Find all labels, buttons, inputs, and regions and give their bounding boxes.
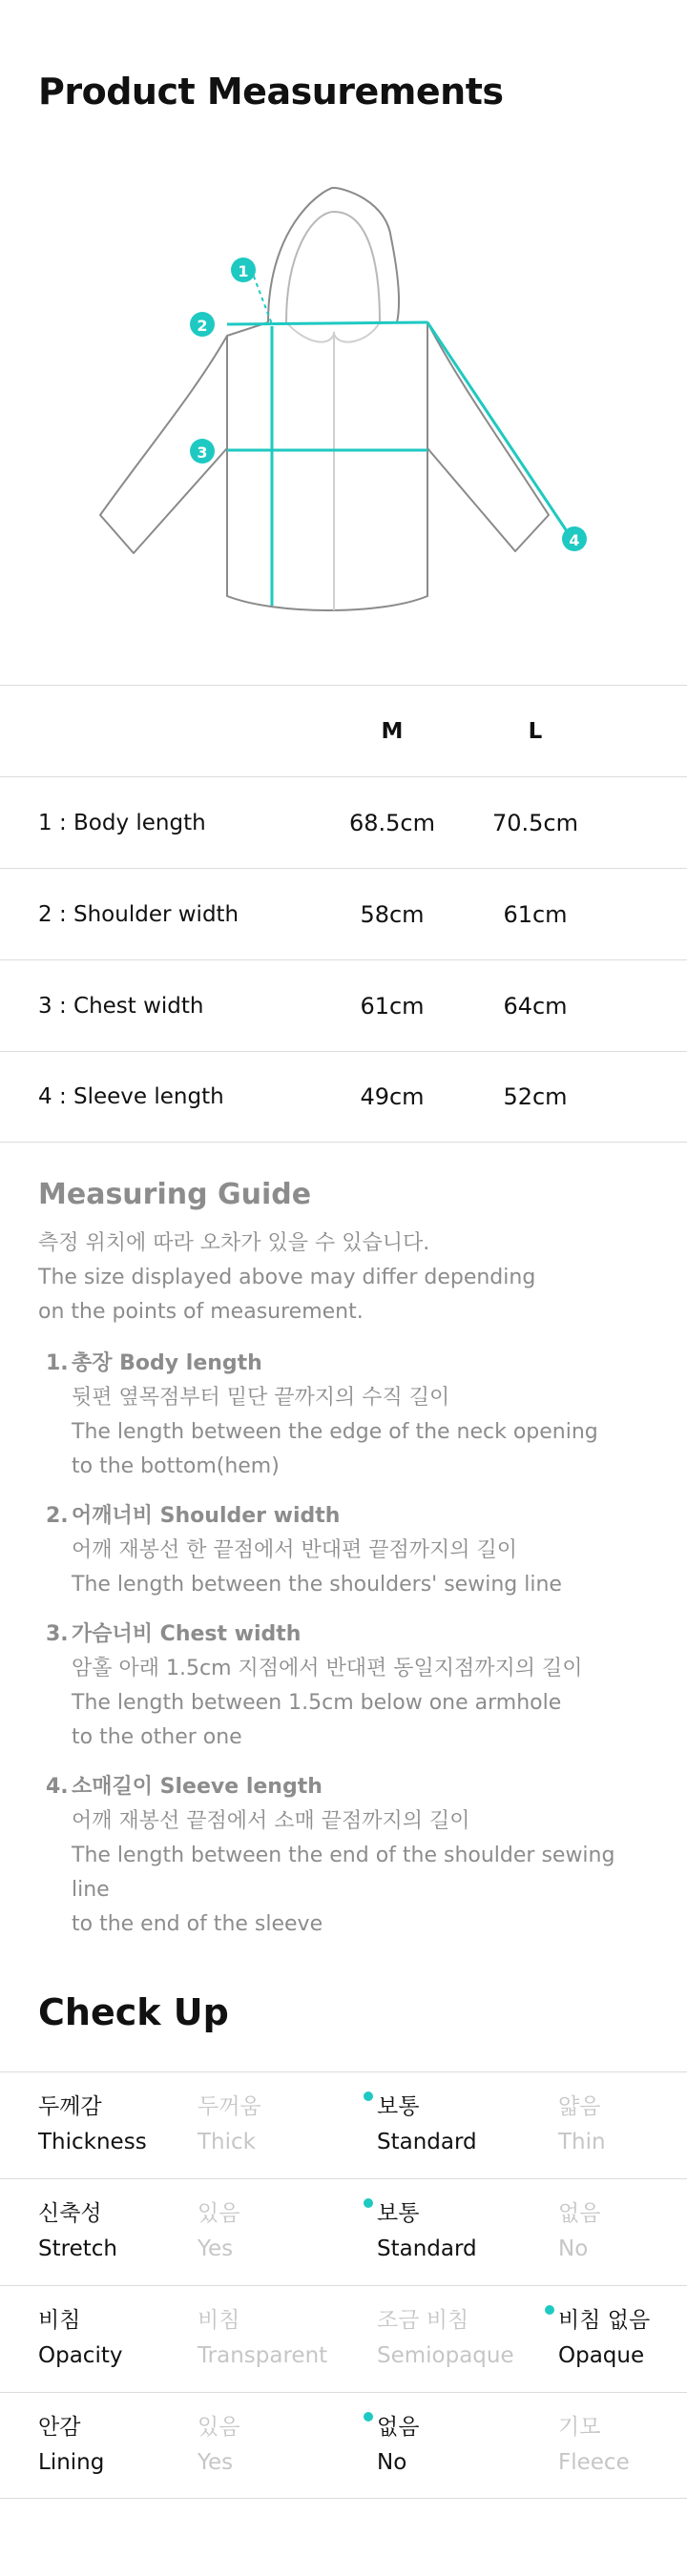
jacket-measurement-diagram — [0, 162, 687, 629]
size-value-m: 68.5cm — [348, 809, 435, 836]
option-ko: 보통 — [377, 2094, 420, 2119]
size-value-l: 70.5cm — [491, 809, 578, 836]
checkup-table — [0, 2071, 687, 2499]
selected-dot-icon — [364, 2412, 373, 2421]
size-row-body-length — [0, 776, 687, 868]
guide-item-heading: 소매길이 Sleeve length — [72, 1775, 323, 1799]
checkup-row-thickness — [0, 2071, 687, 2178]
guide-item-line: to the bottom(hem) — [72, 1454, 280, 1478]
guide-item-heading: 총장 Body length — [72, 1351, 262, 1375]
guide-item-number: 4. — [46, 1775, 69, 1799]
option-ko: 있음 — [198, 2415, 240, 2440]
option-ko: 얇음 — [558, 2094, 601, 2119]
option-en: No — [377, 2450, 407, 2475]
shoulder-width-line — [227, 322, 427, 324]
size-column-l: L — [528, 718, 543, 744]
attribute-ko: 두께감 — [38, 2094, 102, 2119]
option-en: Standard — [377, 2236, 477, 2261]
option-ko: 기모 — [558, 2415, 601, 2440]
checkup-option — [558, 2090, 606, 2160]
body-outline — [227, 322, 427, 610]
guide-item-shoulder-width — [38, 1499, 658, 1602]
guide-intro-line: 측정 위치에 따라 오차가 있을 수 있습니다. — [38, 1231, 430, 1255]
attribute-en: Lining — [38, 2450, 105, 2475]
option-en: Standard — [377, 2130, 477, 2154]
size-value-l: 64cm — [503, 992, 568, 1020]
guide-item-body-length — [38, 1347, 658, 1484]
option-en: Transparent — [198, 2343, 328, 2368]
attribute-ko: 안감 — [38, 2415, 81, 2440]
option-en: No — [558, 2236, 589, 2261]
attribute-ko: 비침 — [38, 2308, 81, 2333]
size-value-m: 61cm — [360, 992, 425, 1020]
guide-item-chest-width — [38, 1618, 658, 1755]
size-column-m: M — [381, 718, 404, 744]
size-row-label: 2 : Shoulder width — [38, 901, 239, 927]
sleeve-length-line — [427, 322, 571, 537]
size-value-l: 61cm — [503, 900, 568, 928]
guide-item-line: The length between the edge of the neck opening — [72, 1420, 598, 1444]
checkup-attribute — [38, 2303, 122, 2374]
guide-item-heading: 어깨너비 Shoulder width — [72, 1504, 341, 1528]
guide-item-line: 어깨 재봉선 한 끝점에서 반대편 끝점까지의 길이 — [72, 1538, 518, 1562]
marker-1 — [231, 258, 256, 282]
selected-dot-icon — [545, 2305, 554, 2315]
option-ko: 비침 없음 — [558, 2308, 651, 2333]
checkup-option — [377, 2196, 477, 2267]
measuring-guide — [38, 1178, 658, 1957]
option-en: Yes — [198, 2236, 234, 2261]
guide-item-heading: 가슴너비 Chest width — [72, 1622, 302, 1646]
option-en: Fleece — [558, 2450, 630, 2475]
option-en: Opaque — [558, 2343, 645, 2368]
checkup-option — [377, 2090, 477, 2160]
guide-item-line: 어깨 재봉선 끝점에서 소매 끝점까지의 길이 — [72, 1809, 470, 1833]
selected-dot-icon — [364, 2198, 373, 2208]
option-ko: 조금 비침 — [377, 2308, 469, 2333]
attribute-ko: 신축성 — [38, 2201, 102, 2226]
option-en: Semiopaque — [377, 2343, 514, 2368]
attribute-en: Thickness — [38, 2130, 147, 2154]
size-table — [0, 685, 687, 1143]
option-ko: 비침 — [198, 2308, 240, 2333]
checkup-option — [377, 2410, 419, 2481]
checkup-option — [198, 2196, 239, 2267]
option-ko: 없음 — [558, 2201, 601, 2226]
size-table-header — [0, 685, 687, 776]
option-ko: 없음 — [377, 2415, 420, 2440]
guide-title: Measuring Guide — [38, 1178, 312, 1211]
checkup-option — [198, 2303, 327, 2374]
marker-2-label: 2 — [197, 317, 208, 335]
size-row-label: 1 : Body length — [38, 810, 206, 835]
marker-2 — [190, 312, 215, 337]
checkup-option — [558, 2303, 650, 2374]
attribute-en: Stretch — [38, 2236, 117, 2261]
checkup-title: Check Up — [38, 1991, 229, 2033]
checkup-attribute — [38, 2410, 104, 2481]
size-row-label: 3 : Chest width — [38, 993, 204, 1019]
option-en: Yes — [198, 2450, 234, 2475]
guide-intro-line: on the points of measurement. — [38, 1300, 364, 1324]
guide-intro — [38, 1226, 658, 1329]
option-ko: 두꺼움 — [198, 2094, 261, 2119]
guide-item-sleeve-length — [38, 1770, 658, 1942]
size-row-shoulder-width — [0, 868, 687, 959]
size-value-m: 58cm — [360, 900, 425, 928]
hood-inner-outline — [286, 212, 380, 322]
checkup-attribute — [38, 2196, 117, 2267]
marker-1-label: 1 — [238, 262, 249, 280]
attribute-en: Opacity — [38, 2343, 123, 2368]
guide-list — [38, 1347, 658, 1942]
option-ko: 보통 — [377, 2201, 420, 2226]
guide-item-line: 뒷편 옆목점부터 밑단 끝까지의 수직 길이 — [72, 1386, 450, 1410]
selected-dot-icon — [364, 2092, 373, 2101]
size-value-m: 49cm — [360, 1083, 425, 1110]
guide-item-number: 1. — [46, 1351, 69, 1375]
marker-3-label: 3 — [197, 443, 208, 462]
size-row-chest-width — [0, 959, 687, 1051]
guide-intro-line: The size displayed above may differ depending — [38, 1266, 536, 1289]
option-en: Thin — [558, 2130, 606, 2154]
checkup-option — [558, 2410, 630, 2481]
guide-item-line: The length between the end of the shoulder sewing line — [72, 1844, 615, 1902]
guide-item-line: to the other one — [72, 1725, 242, 1749]
option-ko: 있음 — [198, 2201, 240, 2226]
checkup-row-stretch — [0, 2178, 687, 2285]
size-row-sleeve-length — [0, 1051, 687, 1143]
size-value-l: 52cm — [503, 1083, 568, 1110]
checkup-option — [558, 2196, 600, 2267]
guide-item-line: The length between the shoulders' sewing line — [72, 1573, 562, 1597]
marker-4-label: 4 — [569, 531, 580, 549]
checkup-option — [198, 2410, 239, 2481]
page-title: Product Measurements — [38, 71, 504, 113]
guide-item-number: 2. — [46, 1504, 69, 1528]
checkup-option — [377, 2303, 514, 2374]
right-sleeve-outline — [427, 322, 549, 551]
guide-item-number: 3. — [46, 1622, 69, 1646]
size-row-label: 4 : Sleeve length — [38, 1084, 224, 1109]
guide-item-line: The length between 1.5cm below one armhole — [72, 1691, 562, 1715]
guide-item-line: to the end of the sleeve — [72, 1912, 323, 1936]
checkup-option — [198, 2090, 261, 2160]
checkup-row-lining — [0, 2392, 687, 2499]
checkup-row-opacity — [0, 2285, 687, 2392]
checkup-attribute — [38, 2090, 147, 2160]
guide-item-line: 암홀 아래 1.5cm 지점에서 반대편 동일지점까지의 길이 — [72, 1657, 583, 1680]
option-en: Thick — [198, 2130, 256, 2154]
marker-3 — [190, 439, 215, 464]
marker-4 — [562, 526, 587, 551]
